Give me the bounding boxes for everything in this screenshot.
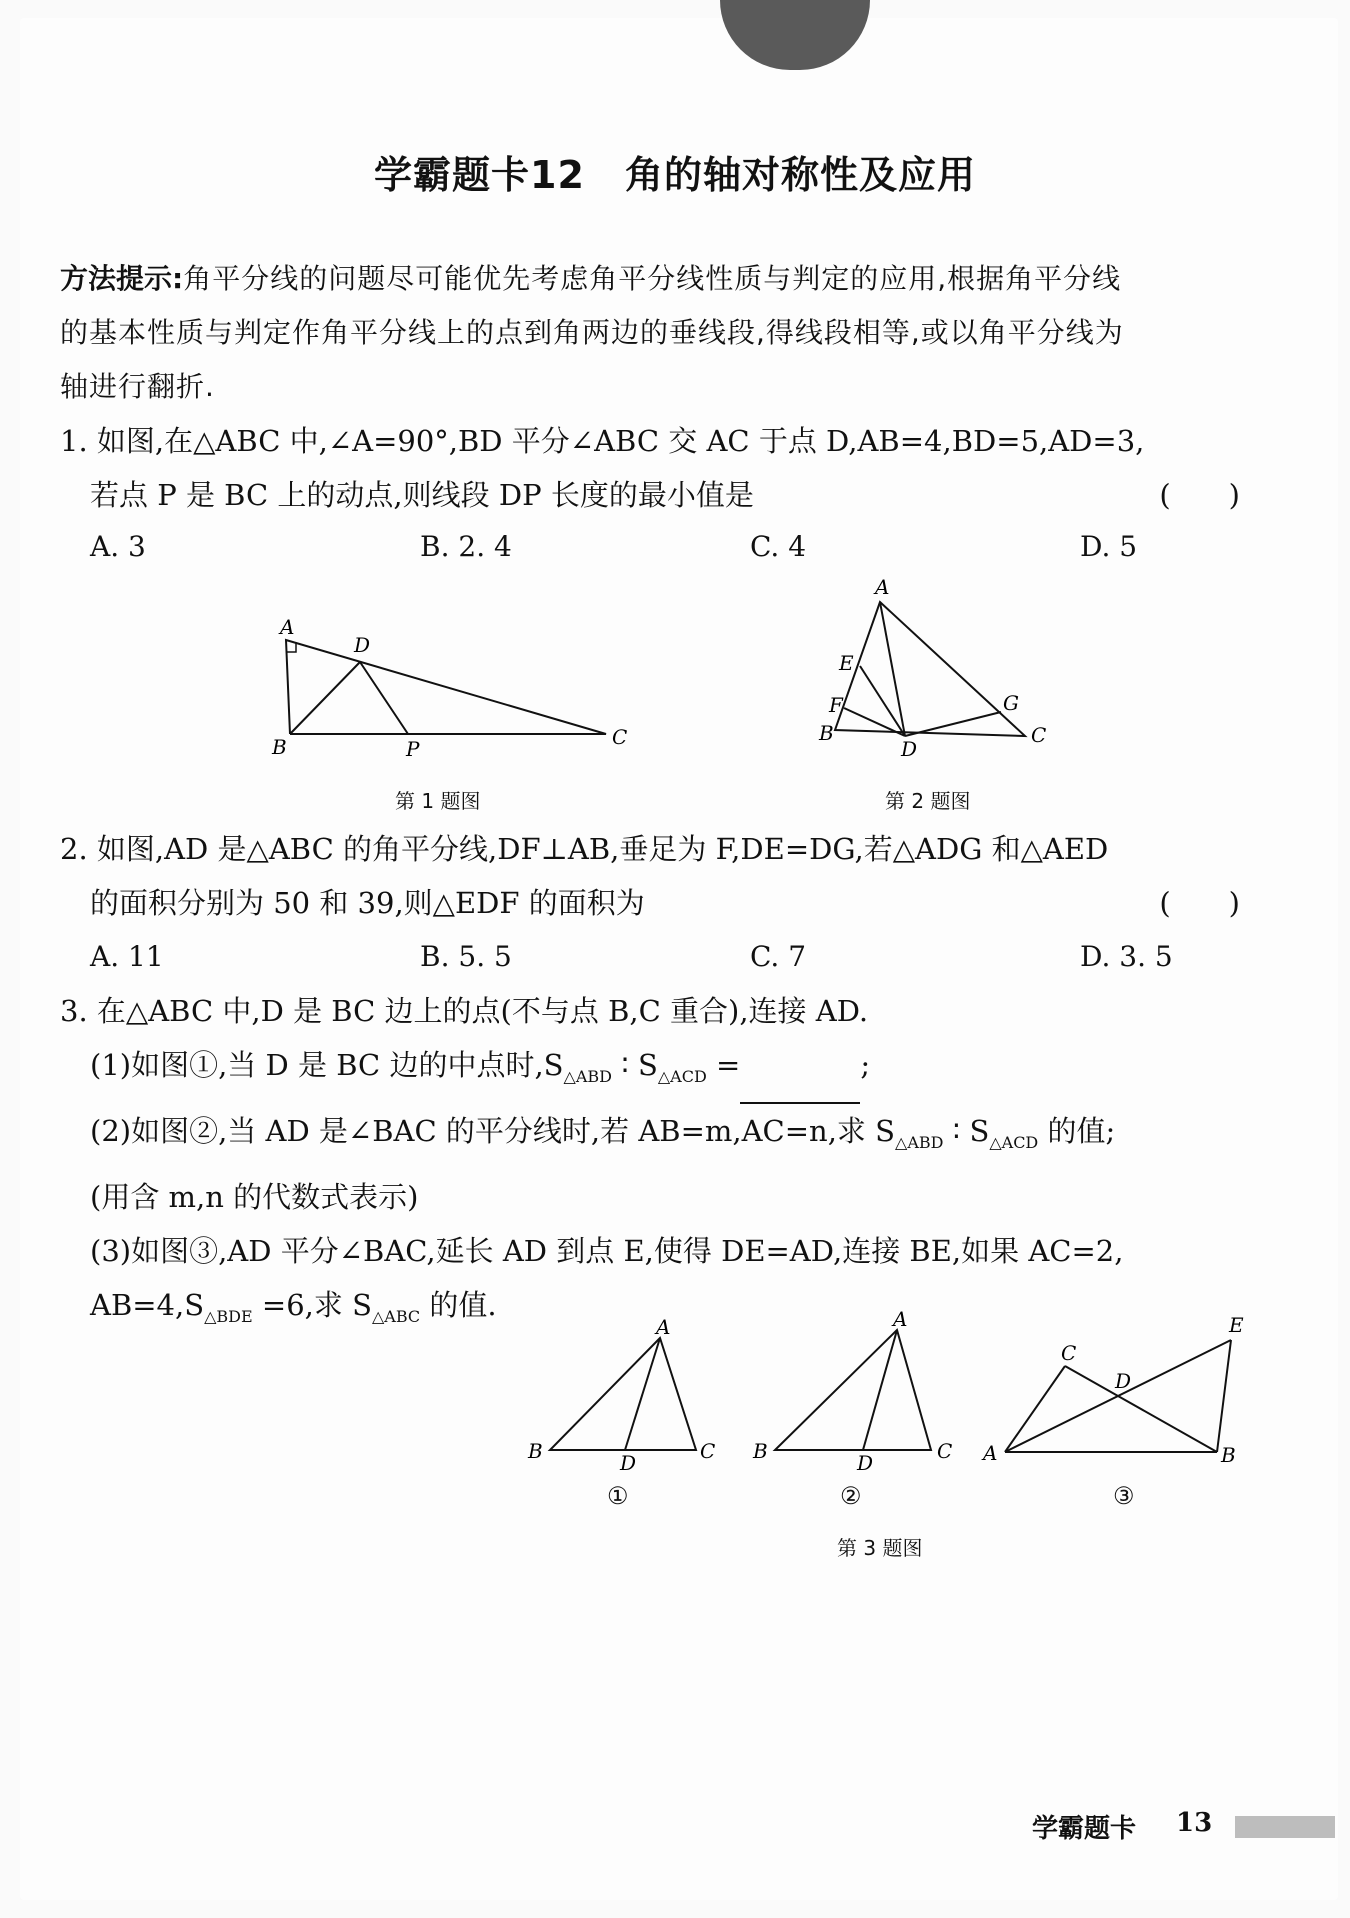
fig3a-label-b: B <box>528 1439 543 1463</box>
q3-p3-sub-bde: △BDE <box>204 1306 253 1326</box>
figure-3-2 <box>745 1307 953 1475</box>
fig1-caption: 第 1 题图 <box>395 789 481 813</box>
fig2-label-g: G <box>1003 691 1019 715</box>
fig1-label-c: C <box>612 725 628 749</box>
q2-line-1: 2. 如图,AD 是△ABC 的角平分线,DF⊥AB,垂足为 F,DE=DG,若△ADG 和△AED <box>60 832 1109 866</box>
fig3c-ae <box>1005 1340 1231 1452</box>
fig1-label-a: A <box>280 615 295 639</box>
fig3b-triangle <box>775 1330 931 1450</box>
q3-p2-ratio: ∶ S <box>943 1113 990 1148</box>
fig3c-label-b: B <box>1221 1443 1236 1467</box>
figure-3-1 <box>520 1315 720 1475</box>
q2-choice-a: A. 11 <box>90 940 164 973</box>
q1-choice-b: B. 2. 4 <box>420 530 512 563</box>
fig1-bd <box>290 662 360 734</box>
fig1-label-p: P <box>406 737 420 761</box>
q3-p1-ratio: ∶ S <box>612 1048 658 1082</box>
fig3b-label-b: B <box>753 1439 768 1463</box>
q3-p2-sub-acd: △ACD <box>989 1132 1039 1152</box>
fig3a-label-a: A <box>656 1315 671 1339</box>
fig3a-triangle <box>550 1338 696 1450</box>
tip-label: 方法提示: <box>60 262 184 295</box>
q3-p1-answer-blank <box>740 1074 860 1104</box>
fig3c-label-d: D <box>1115 1369 1132 1393</box>
fig2-label-f: F <box>829 693 843 717</box>
q1-choice-c: C. 4 <box>750 530 807 563</box>
fig3c-ac <box>1005 1366 1065 1452</box>
fig3c-cb <box>1065 1366 1217 1452</box>
footer-bar <box>1235 1816 1335 1838</box>
fig3c-label-c: C <box>1061 1341 1077 1365</box>
fig3-label-1: ① <box>607 1482 629 1510</box>
title-number: 学霸题卡12 <box>374 153 585 197</box>
page-title <box>0 144 1350 199</box>
q3-p1-sub-abd: △ABD <box>563 1066 612 1086</box>
q2-choice-c: C. 7 <box>750 940 807 973</box>
fig1-label-d: D <box>354 633 371 657</box>
q3-p1-equals: = <box>706 1048 741 1082</box>
fig3b-label-c: C <box>937 1439 953 1463</box>
q1-choice-a: A. 3 <box>90 530 146 563</box>
q2-line-2: 的面积分别为 50 和 39,则△EDF 的面积为 <box>90 886 645 920</box>
q1-line-2: 若点 P 是 BC 上的动点,则线段 DP 长度的最小值是 <box>90 478 754 512</box>
q3-p3-end: 的值. <box>420 1287 497 1322</box>
fig2-label-e: E <box>839 651 854 675</box>
q3-p2-end: 的值; <box>1038 1113 1116 1148</box>
fig3b-label-d: D <box>857 1451 874 1475</box>
page-number: 13 <box>1176 1808 1213 1838</box>
fig3c-eb <box>1217 1340 1231 1452</box>
q2-answer-paren: ( ) <box>1159 886 1240 920</box>
fig2-label-d: D <box>901 737 918 761</box>
q1-line-1: 1. 如图,在△ABC 中,∠A=90°,BD 平分∠ABC 交 AC 于点 D,AB=4,BD=5,AD=3, <box>60 424 1145 458</box>
q3-p1-text: (1)如图①,当 D 是 BC 边的中点时,S <box>90 1048 564 1082</box>
fig2-label-a: A <box>875 575 890 599</box>
figure-3-3 <box>975 1312 1245 1472</box>
fig2-gd <box>905 712 1001 736</box>
tip-line-1: 角平分线的问题尽可能优先考虑角平分线性质与判定的应用,根据角平分线 <box>183 262 1122 295</box>
method-tip <box>60 252 1250 414</box>
q3-p2-line-2: (用含 m,n 的代数式表示) <box>90 1179 419 1214</box>
fig2-label-b: B <box>819 721 834 745</box>
q3-p3-sub-abc: △ABC <box>371 1306 421 1326</box>
figure-2 <box>805 575 1065 761</box>
q2-choice-d: D. 3. 5 <box>1080 940 1173 973</box>
q3-p1-end: ; <box>860 1048 871 1082</box>
question-2 <box>60 822 1250 930</box>
tip-line-2: 的基本性质与判定作角平分线上的点到角两边的垂线段,得线段相等,或以角平分线为 <box>60 316 1124 349</box>
fig3a-label-d: D <box>620 1451 637 1475</box>
q3-p3-text: AB=4,S <box>90 1287 205 1322</box>
figure-1 <box>250 612 630 762</box>
q3-p2-text: (2)如图②,当 AD 是∠BAC 的平分线时,若 AB=m,AC=n,求 S <box>90 1113 896 1148</box>
q3-part-1 <box>60 1038 1250 1104</box>
fig3c-label-e: E <box>1229 1313 1244 1337</box>
question-1 <box>60 414 1250 522</box>
question-3 <box>60 984 1250 1343</box>
fig3-caption: 第 3 题图 <box>837 1536 923 1560</box>
fig3-label-2: ② <box>840 1482 862 1510</box>
q1-choice-d: D. 5 <box>1080 530 1138 563</box>
q3-p1-sub-acd: △ACD <box>657 1066 707 1086</box>
fig3c-label-a: A <box>983 1441 998 1465</box>
fig1-label-b: B <box>272 735 287 759</box>
fig3-label-3: ③ <box>1113 1482 1135 1510</box>
q3-p3-mid: =6,求 S <box>252 1287 372 1322</box>
footer-label: 学霸题卡 <box>1032 1814 1137 1844</box>
fig2-label-c: C <box>1031 723 1047 747</box>
q1-answer-paren: ( ) <box>1159 478 1240 512</box>
fig3b-label-a: A <box>893 1307 908 1331</box>
title-topic: 角的轴对称性及应用 <box>624 153 976 197</box>
q3-p2-sub-abd: △ABD <box>895 1132 944 1152</box>
q3-p3-line-1: (3)如图③,AD 平分∠BAC,延长 AD 到点 E,使得 DE=AD,连接 BE,如果 AC=2, <box>90 1233 1124 1268</box>
fig3a-label-c: C <box>700 1439 716 1463</box>
q3-part-2 <box>60 1104 1250 1170</box>
q3-line-1: 3. 在△ABC 中,D 是 BC 边上的点(不与点 B,C 重合),连接 AD. <box>60 994 869 1028</box>
q2-choice-b: B. 5. 5 <box>420 940 512 973</box>
fig1-triangle <box>286 640 606 734</box>
tip-line-3: 轴进行翻折. <box>60 370 215 403</box>
fig2-caption: 第 2 题图 <box>885 789 971 813</box>
